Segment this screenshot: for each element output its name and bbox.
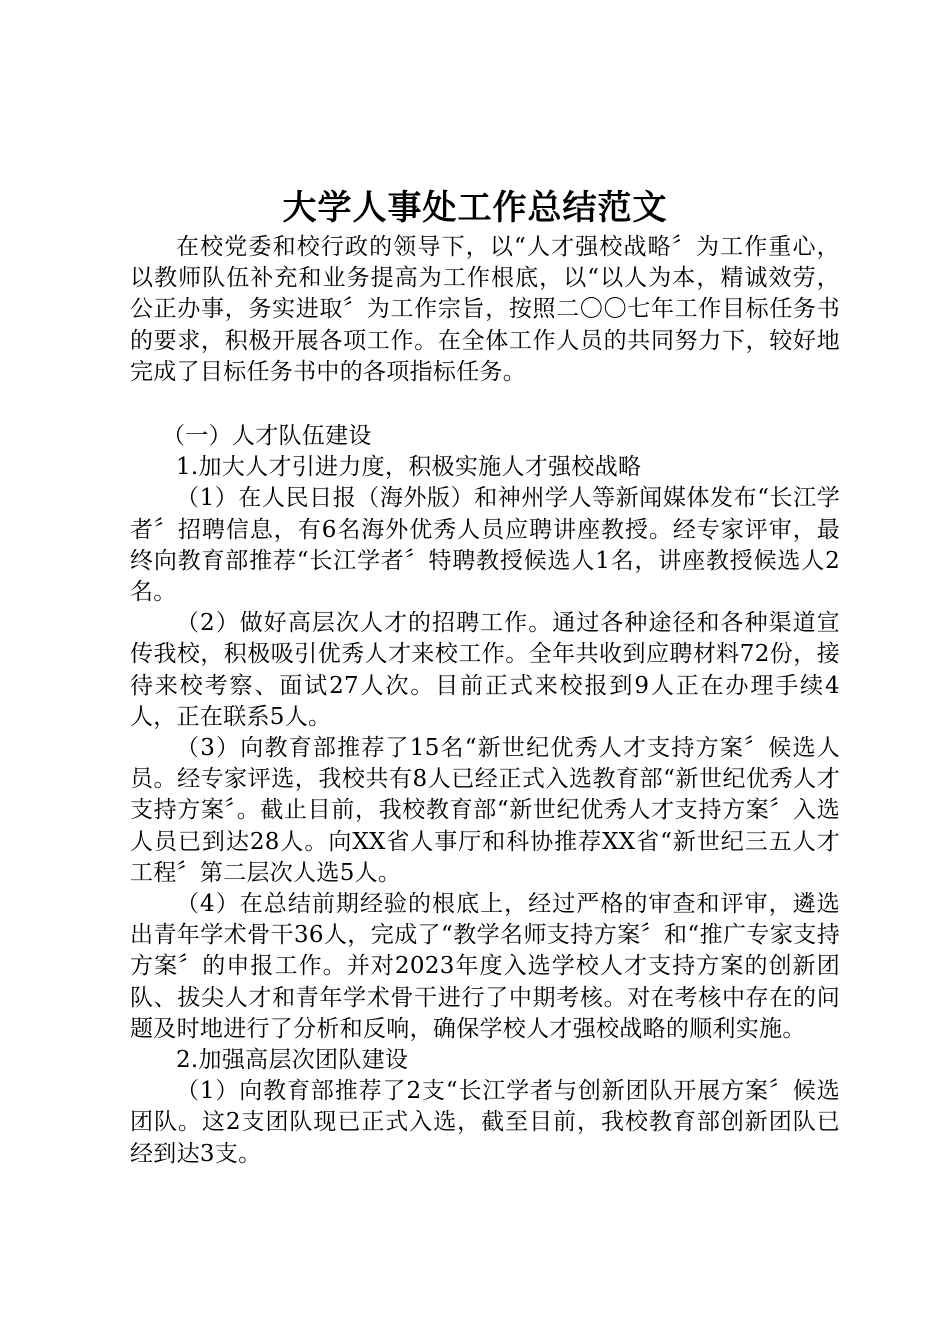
subsection-heading-team-building: 2.加强高层次团队建设 (176, 1047, 409, 1074)
subsection-heading-talent-recruitment: 1.加大人才引进力度，积极实施人才强校战略 (176, 454, 642, 481)
paragraph-team-item-1: （1）向教育部推荐了2支“长江学者与创新团队开展方案〞候选团队。这2支团队现已正式入选，截至目前，我校教育部创新团队已经到达3支。 (130, 1078, 840, 1167)
paragraph-item-2: （2）做好高层次人才的招聘工作。通过各种途径和各种渠道宣传我校，积极吸引优秀人才来校工作。全年共收到应聘材料72份，接待来校考察、面试27人次。目前正式来校报到9人正在办理手续4人，正在联系5人。 (130, 610, 840, 730)
intro-paragraph: 在校党委和校行政的领导下，以“人才强校战略〞为工作重心，以教师队伍补充和业务提高为工作根底，以“以人为本，精诚效劳，公正办事，务实进取〞为工作宗旨，按照二〇〇七年工作目标任务书的要求，积极开展各项工作。在全体工作人员的共同努力下，较好地完成了目标任务书中的各项指标任务。 (130, 234, 840, 385)
document-title: 大学人事处工作总结范文 (282, 188, 668, 228)
paragraph-item-4: （4）在总结前期经验的根底上，经过严格的审查和评审，遴选出青年学术骨干36人，完成了“教学名师支持方案〞和“推广专家支持方案〞的申报工作。并对2023年度入选学校人才支持方案的创新团队、拔尖人才和青年学术骨干进行了中期考核。对在考核中存在的问题及时地进行了分析和反响，确保学校人才强校战略的顺利实施。 (130, 891, 840, 1042)
paragraph-item-1: （1）在人民日报（海外版）和神州学人等新闻媒体发布“长江学者〞招聘信息，有6名海外优秀人员应聘讲座教授。经专家评审，最终向教育部推荐“长江学者〞特聘教授候选人1名，讲座教授候选人2名。 (130, 485, 840, 606)
paragraph-item-3: （3）向教育部推荐了15名“新世纪优秀人才支持方案〞候选人员。经专家评选，我校共有8人已经正式入选教育部“新世纪优秀人才支持方案〞。截止目前，我校教育部“新世纪优秀人才支持方案〞入选人员已到达28人。向XX省人事厅和科协推荐XX省“新世纪三五人才工程〞第二层次人选5人。 (130, 735, 840, 886)
document-body (130, 232, 840, 1170)
section-heading-talent-team: （一）人才队伍建设 (162, 423, 372, 450)
